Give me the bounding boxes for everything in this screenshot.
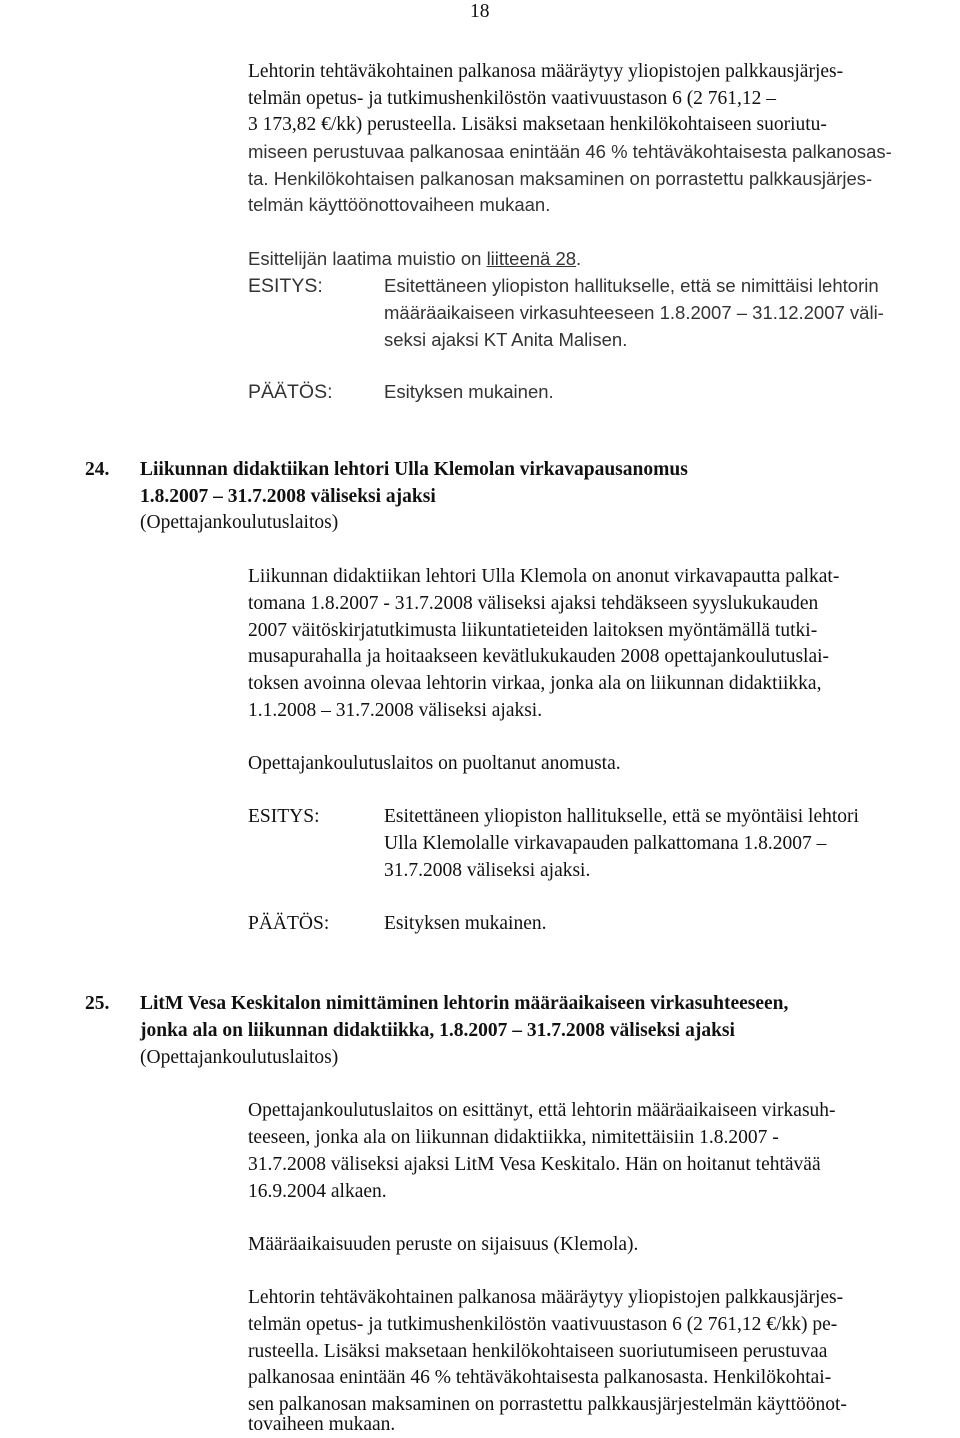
s24-body-line: musapurahalla ja hoitaakseen kevätlukukauden 2008 opettajankoulutuslai- — [248, 646, 830, 667]
memo-suffix: . — [576, 248, 582, 269]
memo-prefix: Esittelijän laatima muistio on — [248, 248, 487, 269]
s25-reason: Määräaikaisuuden peruste on sijaisuus (Klemola). — [248, 1234, 639, 1255]
section-dept: (Opettajankoulutuslaitos) — [140, 512, 339, 533]
section-title: Liikunnan didaktiikan lehtori Ulla Klemolan virkavapausanomus — [140, 459, 688, 480]
esitys-line: määräaikaiseen virkasuhteeseen 1.8.2007 – 31.12.2007 väli- — [384, 302, 884, 323]
paatos-label: PÄÄTÖS: — [248, 381, 333, 403]
s25-salary-line: telmän opetus- ja tutkimushenkilöstön vaativuustason 6 (2 761,12 €/kk) pe- — [248, 1314, 838, 1335]
section-dept: (Opettajankoulutuslaitos) — [140, 1047, 339, 1068]
section-number: 24. — [85, 459, 110, 480]
paatos-text: Esityksen mukainen. — [384, 913, 547, 934]
s25-salary-line: rusteella. Lisäksi maksetaan henkilökohtaiseen suoriutumiseen perustuvaa — [248, 1341, 828, 1362]
paatos-label: PÄÄTÖS: — [248, 913, 330, 934]
section-title: jonka ala on liikunnan didaktiikka, 1.8.2007 – 31.7.2008 väliseksi ajaksi — [140, 1020, 735, 1041]
esitys-line: Esitettäneen yliopiston hallitukselle, että se myöntäisi lehtori — [384, 806, 859, 827]
s24-body-line: tomana 1.8.2007 - 31.7.2008 väliseksi ajaksi tehdäkseen syyslukukauden — [248, 593, 819, 614]
esitys-line: Ulla Klemolalle virkavapauden palkattomana 1.8.2007 – — [384, 833, 827, 854]
s25-body-line: 31.7.2008 väliseksi ajaksi LitM Vesa Keskitalo. Hän on hoitanut tehtävää — [248, 1154, 821, 1175]
s24-support: Opettajankoulutuslaitos on puoltanut anomusta. — [248, 753, 621, 774]
p1-line: 3 173,82 €/kk) perusteella. Lisäksi maksetaan henkilökohtaiseen suoriutu- — [248, 114, 827, 135]
s25-salary-line: Lehtorin tehtäväkohtainen palkanosa määräytyy yliopistojen palkkausjärjes- — [248, 1287, 844, 1308]
s25-body-line: Opettajankoulutuslaitos on esittänyt, että lehtorin määräaikaiseen virkasuh- — [248, 1100, 836, 1121]
s25-salary-line: sen palkanosan maksaminen on porrastettu palkkausjärjestelmän käyttöönot- — [248, 1394, 847, 1415]
s25-body-line: teeseen, jonka ala on liikunnan didaktiikka, nimitettäisiin 1.8.2007 - — [248, 1127, 779, 1148]
s25-salary-line: tovaiheen mukaan. — [248, 1414, 396, 1435]
s24-body-line: 1.1.2008 – 31.7.2008 väliseksi ajaksi. — [248, 700, 543, 721]
p1-line: miseen perustuvaa palkanosaa enintään 46 % tehtäväkohtaisesta palkanosas- — [248, 141, 892, 162]
esitys-line: Esitettäneen yliopiston hallitukselle, että se nimittäisi lehtorin — [384, 275, 879, 296]
s24-body-line: toksen avoinna olevaa lehtorin virkaa, jonka ala on liikunnan didaktiikka, — [248, 673, 822, 694]
section-title: LitM Vesa Keskitalon nimittäminen lehtorin määräaikaiseen virkasuhteeseen, — [140, 993, 789, 1014]
p1-line: Lehtorin tehtäväkohtainen palkanosa määräytyy yliopistojen palkkausjärjes- — [248, 61, 844, 82]
memo-link[interactable]: liitteenä 28 — [486, 248, 577, 269]
s25-salary-line: palkanosaa enintään 46 % tehtäväkohtaisesta palkanosasta. Henkilökohtai- — [248, 1367, 832, 1388]
p1-line: telmän opetus- ja tutkimushenkilöstön vaativuustason 6 (2 761,12 – — [248, 88, 777, 109]
page-number: 18 — [470, 1, 490, 22]
p1-line: ta. Henkilökohtaisen palkanosan maksaminen on porrastettu palkkausjärjes- — [248, 168, 873, 189]
esitys-line: seksi ajaksi KT Anita Malisen. — [384, 329, 628, 350]
memo-line — [248, 247, 581, 271]
section-title: 1.8.2007 – 31.7.2008 väliseksi ajaksi — [140, 486, 436, 507]
s24-body-line: 2007 väitöskirjatutkimusta liikuntatieteiden laitoksen myöntämällä tutki- — [248, 620, 818, 641]
s24-body-line: Liikunnan didaktiikan lehtori Ulla Klemola on anonut virkavapautta palkat- — [248, 566, 840, 587]
s25-body-line: 16.9.2004 alkaen. — [248, 1181, 387, 1202]
esitys-label: ESITYS: — [248, 275, 323, 297]
esitys-line: 31.7.2008 väliseksi ajaksi. — [384, 860, 591, 881]
p1-line: telmän käyttöönottovaiheen mukaan. — [248, 194, 551, 215]
section-number: 25. — [85, 993, 110, 1014]
esitys-label: ESITYS: — [248, 806, 320, 827]
paatos-text: Esityksen mukainen. — [384, 381, 554, 402]
